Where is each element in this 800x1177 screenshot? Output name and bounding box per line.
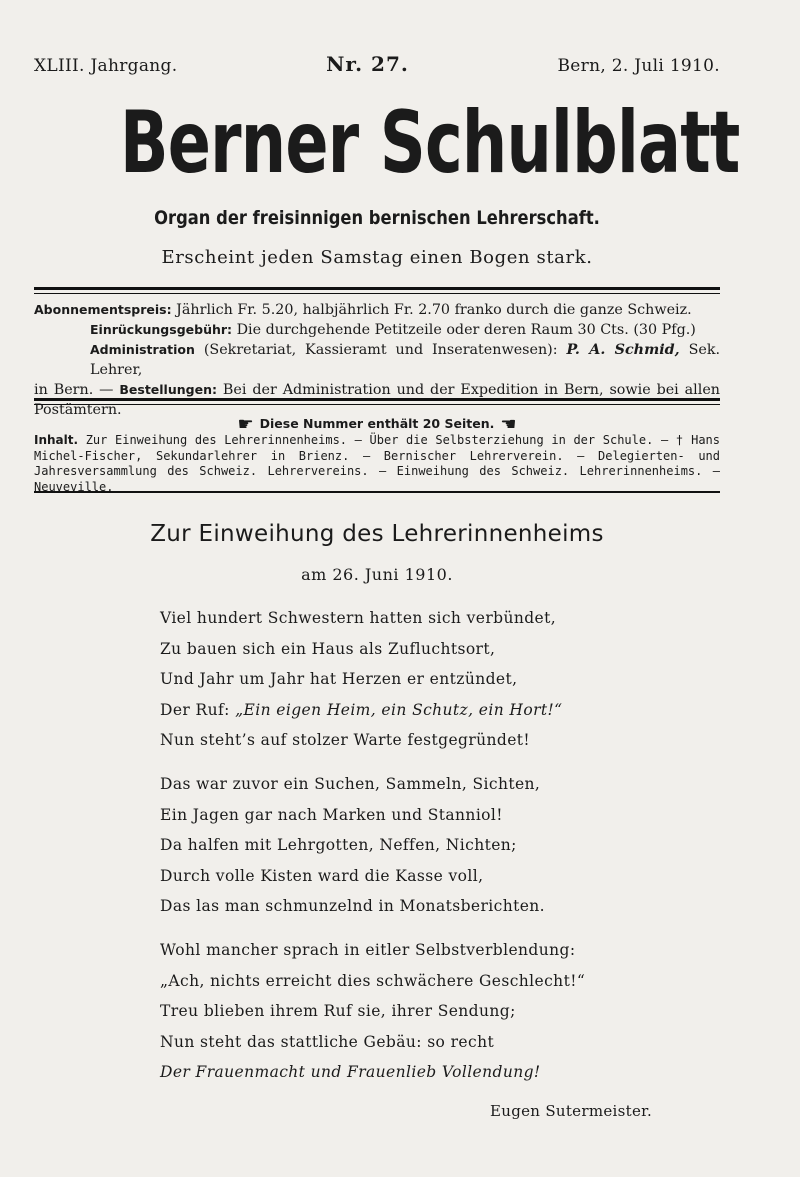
issue-number: Nr. 27. (326, 52, 409, 76)
divider-middle (34, 398, 720, 405)
contents-text: Zur Einweihung des Lehrerinnenheims. — Über die Selbsterziehung in der Schule. — † Hans Michel-Fischer, Sekundarlehrer in Brienz. — Bernischer Lehrerverein. — Delegierten- und Jahresversammlung des Schweiz. Lehrervereins. — Einweihung des Schweiz. Lehrerinnenheims. — Neuveville. (34, 433, 720, 494)
abo-label: Abonnementspreis: (34, 302, 172, 317)
poem-line: „Ach, nichts erreicht dies schwächere Geschlecht!“ (160, 971, 586, 990)
poem (160, 603, 680, 1088)
adm-name: P. A. Schmid, (566, 342, 680, 358)
poem-line: Nun steht’s auf stolzer Warte festgegründet! (160, 731, 531, 750)
poem-quote: „Ein eigen Heim, ein Schutz, ein Hort!“ (235, 700, 563, 719)
masthead-line (34, 52, 720, 76)
pages-note (34, 414, 720, 435)
poem-line: Treu blieben ihrem Ruf sie, ihrer Sendung; (160, 1002, 516, 1021)
place-date: Bern, 2. Juli 1910. (557, 56, 720, 76)
table-of-contents (34, 433, 720, 495)
poem-line: Das war zuvor ein Suchen, Sammeln, Sichten, (160, 774, 541, 793)
subtitle: Organ der freisinnigen bernischen Lehrerschaft. (154, 207, 600, 229)
article-title: Zur Einweihung des Lehrerinnenheims (150, 521, 604, 547)
best-label: Bestellungen: (119, 382, 217, 397)
poem-line: Wohl mancher sprach in eitler Selbstverblendung: (160, 940, 576, 959)
newspaper-title: Berner Schulblatt (119, 93, 740, 193)
adm-text2: in Bern. — (34, 382, 114, 398)
ein-text: Die durchgehende Petitzeile oder deren Raum 30 Cts. (30 Pfg.) (236, 322, 696, 338)
pages-note-text: Diese Nummer enthält 20 Seiten. (259, 416, 495, 431)
article-date: am 26. Juni 1910. (301, 565, 453, 584)
tagline: Erscheint jeden Samstag einen Bogen stark. (161, 247, 593, 268)
poem-line: Ein Jagen gar nach Marken und Stanniol! (160, 805, 503, 824)
adm-text: (Sekretariat, Kassieramt und Inseratenwesen): (203, 342, 558, 358)
pointing-hand-right-icon: ☛ (237, 414, 254, 435)
best-text: Bei der Administration und der Expedition in Bern, sowie bei allen Postämtern. (34, 382, 720, 418)
volume-label: XLIII. Jahrgang. (34, 56, 178, 76)
poem-line: Viel hundert Schwestern hatten sich verbündet, (160, 609, 557, 627)
pointing-hand-left-icon: ☚ (500, 414, 517, 435)
divider-top (34, 287, 720, 294)
poem-line: Zu bauen sich ein Haus als Zufluchtsort, (160, 639, 496, 658)
poem-line-start: Der Ruf: (160, 700, 230, 719)
adm-role: Sek. Lehrer, (90, 342, 721, 378)
poem-line: Der Frauenmacht und Frauenlieb Vollendung! (160, 1063, 541, 1082)
poem-line: Da halfen mit Lehrgotten, Neffen, Nichten; (160, 836, 517, 855)
contents-label: Inhalt. (34, 433, 79, 447)
poem-line (160, 695, 680, 726)
poem-line: Durch volle Kisten ward die Kasse voll, (160, 866, 484, 885)
ein-label: Einrückungsgebühr: (90, 322, 233, 337)
abo-text: Jährlich Fr. 5.20, halbjährlich Fr. 2.70 franko durch die ganze Schweiz. (176, 302, 692, 318)
poem-author: Eugen Sutermeister. (490, 1102, 653, 1120)
poem-line: Nun steht das stattliche Gebäu: so recht (160, 1032, 495, 1051)
divider-bottom (34, 491, 720, 493)
poem-line: Und Jahr um Jahr hat Herzen er entzündet, (160, 670, 518, 689)
adm-label: Administration (90, 342, 195, 357)
poem-line: Das las man schmunzelnd in Monatsberichten. (160, 897, 545, 916)
